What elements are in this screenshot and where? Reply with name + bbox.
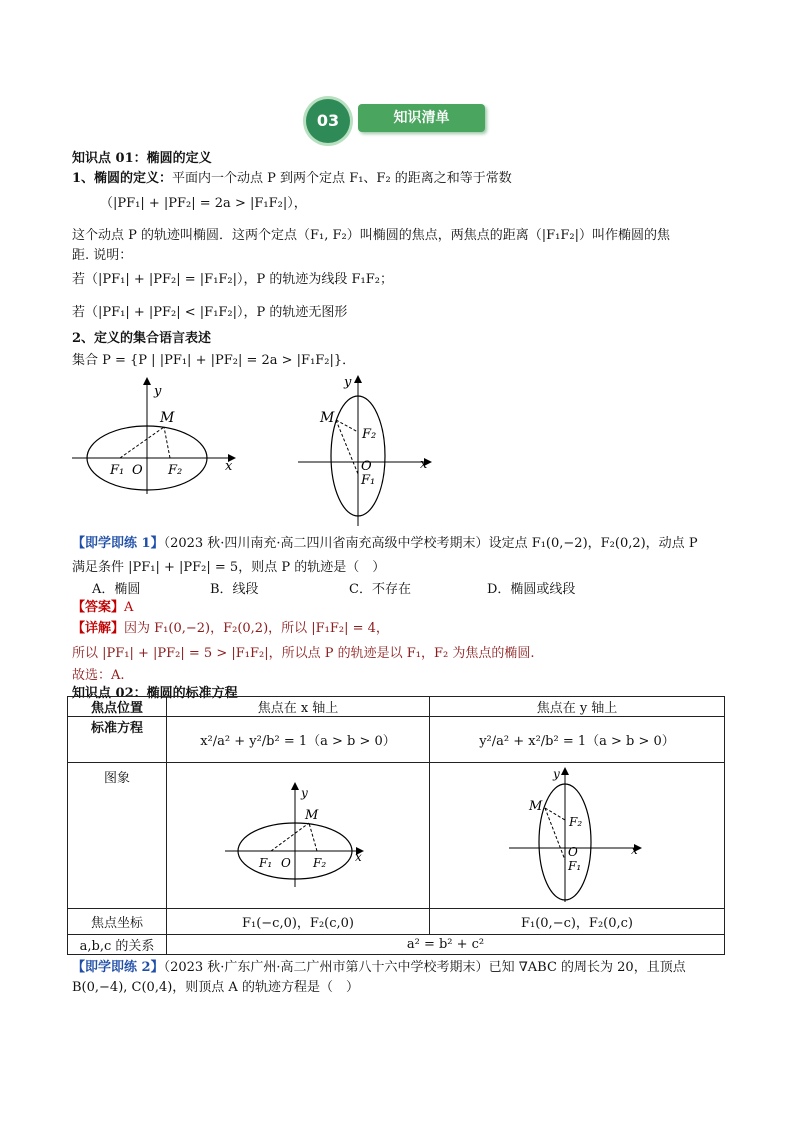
x-label: x [225,459,233,474]
o-label: O [568,844,578,859]
o-label: O [281,855,291,870]
ex1-choose: 故选：A. [72,668,125,683]
m-label: M [160,410,175,426]
f2-label: F₂ [313,855,327,870]
equation-x: x²/a² + y²/b² = 1（a > b > 0） [167,717,430,763]
row-label-equation: 标准方程 [68,717,167,763]
f2-label: F₂ [362,427,377,442]
section-title-badge: 知识清单 [358,104,485,132]
x-label: x [631,842,638,857]
set-expression: 集合 P = {P | |PF₁| + |PF₂| = 2a > |F₁F₂|}． [72,353,356,368]
mf1-segment [271,823,309,851]
mf2-segment [336,420,358,432]
table-row [68,909,725,935]
mf1-segment [120,427,164,458]
row-label-image: 图象 [68,763,167,909]
image-y [430,763,725,909]
o-label: O [132,463,143,478]
table-vertical-ellipse [507,764,647,904]
def-condition: （|PF₁| + |PF₂| = 2a > |F₁F₂|）， [100,196,307,211]
relation-value: a² = b² + c² [167,935,725,955]
header-x-axis: 焦点在 x 轴上 [167,697,430,717]
def-line3: 这个动点 P 的轨迹叫椭圆．这两个定点（F₁, F₂）叫椭圆的焦点，两焦点的距离（|F₁F₂|）叫作椭圆的焦 [72,228,670,243]
f1-label: F₁ [361,473,376,488]
ex1-question-line2: 满足条件 |PF₁| + |PF₂| = 5，则点 P 的轨迹是（ ） [72,560,386,575]
def-text: 平面内一个动点 P 到两个定点 F₁、F₂ 的距离之和等于常数 [172,171,512,186]
ex1-option-b: B．线段 [210,582,259,597]
f2-label: F₂ [569,814,583,829]
x-label: x [420,457,428,472]
header-focus-position: 焦点位置 [68,697,167,717]
y-label: y [344,375,352,390]
horizontal-ellipse-diagram [70,372,245,497]
kp2-title: 知识点 02：椭圆的标准方程 [72,686,238,701]
table-row [68,935,725,955]
f1-label: F₁ [568,858,582,873]
ex1-q1: 设定点 F₁(0,−2)，F₂(0,2)，动点 P [488,536,698,551]
ex2-question-line1 [72,956,686,975]
ex2-source: （2023 秋·广东广州·高二广州市第八十六中学校考期末） [163,960,489,975]
ellipse-standard-equation-table [67,696,725,955]
def-case1: 若（|PF₁| + |PF₂| = |F₁F₂|），P 的轨迹为线段 F₁F₂； [72,272,393,287]
header-y-axis: 焦点在 y 轴上 [430,697,725,717]
def-case2: 若（|PF₁| + |PF₂| < |F₁F₂|），P 的轨迹无图形 [72,305,348,320]
mf1-segment [336,420,358,474]
m-label: M [320,410,335,426]
ex1-detail-line1 [72,617,389,636]
ex1-option-a: A．椭圆 [92,582,141,597]
f1-label: F₁ [110,463,125,478]
ex1-answer [72,596,133,615]
section-number-badge: 03 [306,99,350,143]
ex1-source: （2023 秋·四川南充·高二四川省南充高级中学校考期末） [163,536,489,551]
ex1-option-d: D．椭圆或线段 [487,582,576,597]
table-row [68,763,725,909]
equation-y: y²/a² + x²/b² = 1（a > b > 0） [430,717,725,763]
answer-value: A [124,600,134,615]
mf2-segment [545,808,565,820]
ex1-label: 【即学即练 1】 [72,536,164,551]
table-row [68,697,725,717]
mf2-segment [309,823,317,851]
m-label: M [305,807,319,823]
detail-text1: 因为 F₁(0,−2)，F₂(0,2)，所以 |F₁F₂| = 4， [124,621,389,636]
ex2-q1: 已知 ∇ABC 的周长为 20，且顶点 [488,960,686,975]
ex2-question-line2: B(0,−4), C(0,4)，则顶点 A 的轨迹方程是（ ） [72,980,359,995]
kp1-definition [72,167,512,186]
answer-label: 【答案】 [72,600,125,615]
f1-label: F₁ [259,855,273,870]
set-title: 2、定义的集合语言表述 [72,331,212,346]
y-label: y [301,785,308,800]
kp1-title: 知识点 01：椭圆的定义 [72,151,212,166]
focus-y: F₁(0,−c)，F₂(0,c) [430,909,725,935]
y-label: y [553,766,560,781]
detail-label: 【详解】 [72,621,125,636]
row-label-relation: a,b,c 的关系 [68,935,167,955]
image-x [167,763,430,909]
ex1-question-line1 [72,532,698,551]
m-label: M [529,798,543,814]
ex1-option-c: C．不存在 [349,582,411,597]
mf1-segment [545,808,565,860]
ex1-detail-line2: 所以 |PF₁| + |PF₂| = 5 > |F₁F₂|，所以点 P 的轨迹是以 F₁，F₂ 为焦点的椭圆. [72,646,535,661]
o-label: O [361,459,372,474]
vertical-ellipse-diagram [296,370,436,528]
mf2-segment [164,427,170,458]
def-label: 1、椭圆的定义： [72,171,173,186]
def-line4: 距. 说明： [72,248,133,263]
x-label: x [355,849,362,864]
table-horizontal-ellipse [223,779,373,889]
y-label: y [154,384,162,399]
table-row [68,717,725,763]
f2-label: F₂ [168,463,183,478]
row-label-focus: 焦点坐标 [68,909,167,935]
focus-x: F₁(−c,0)，F₂(c,0) [167,909,430,935]
ex2-label: 【即学即练 2】 [72,960,164,975]
